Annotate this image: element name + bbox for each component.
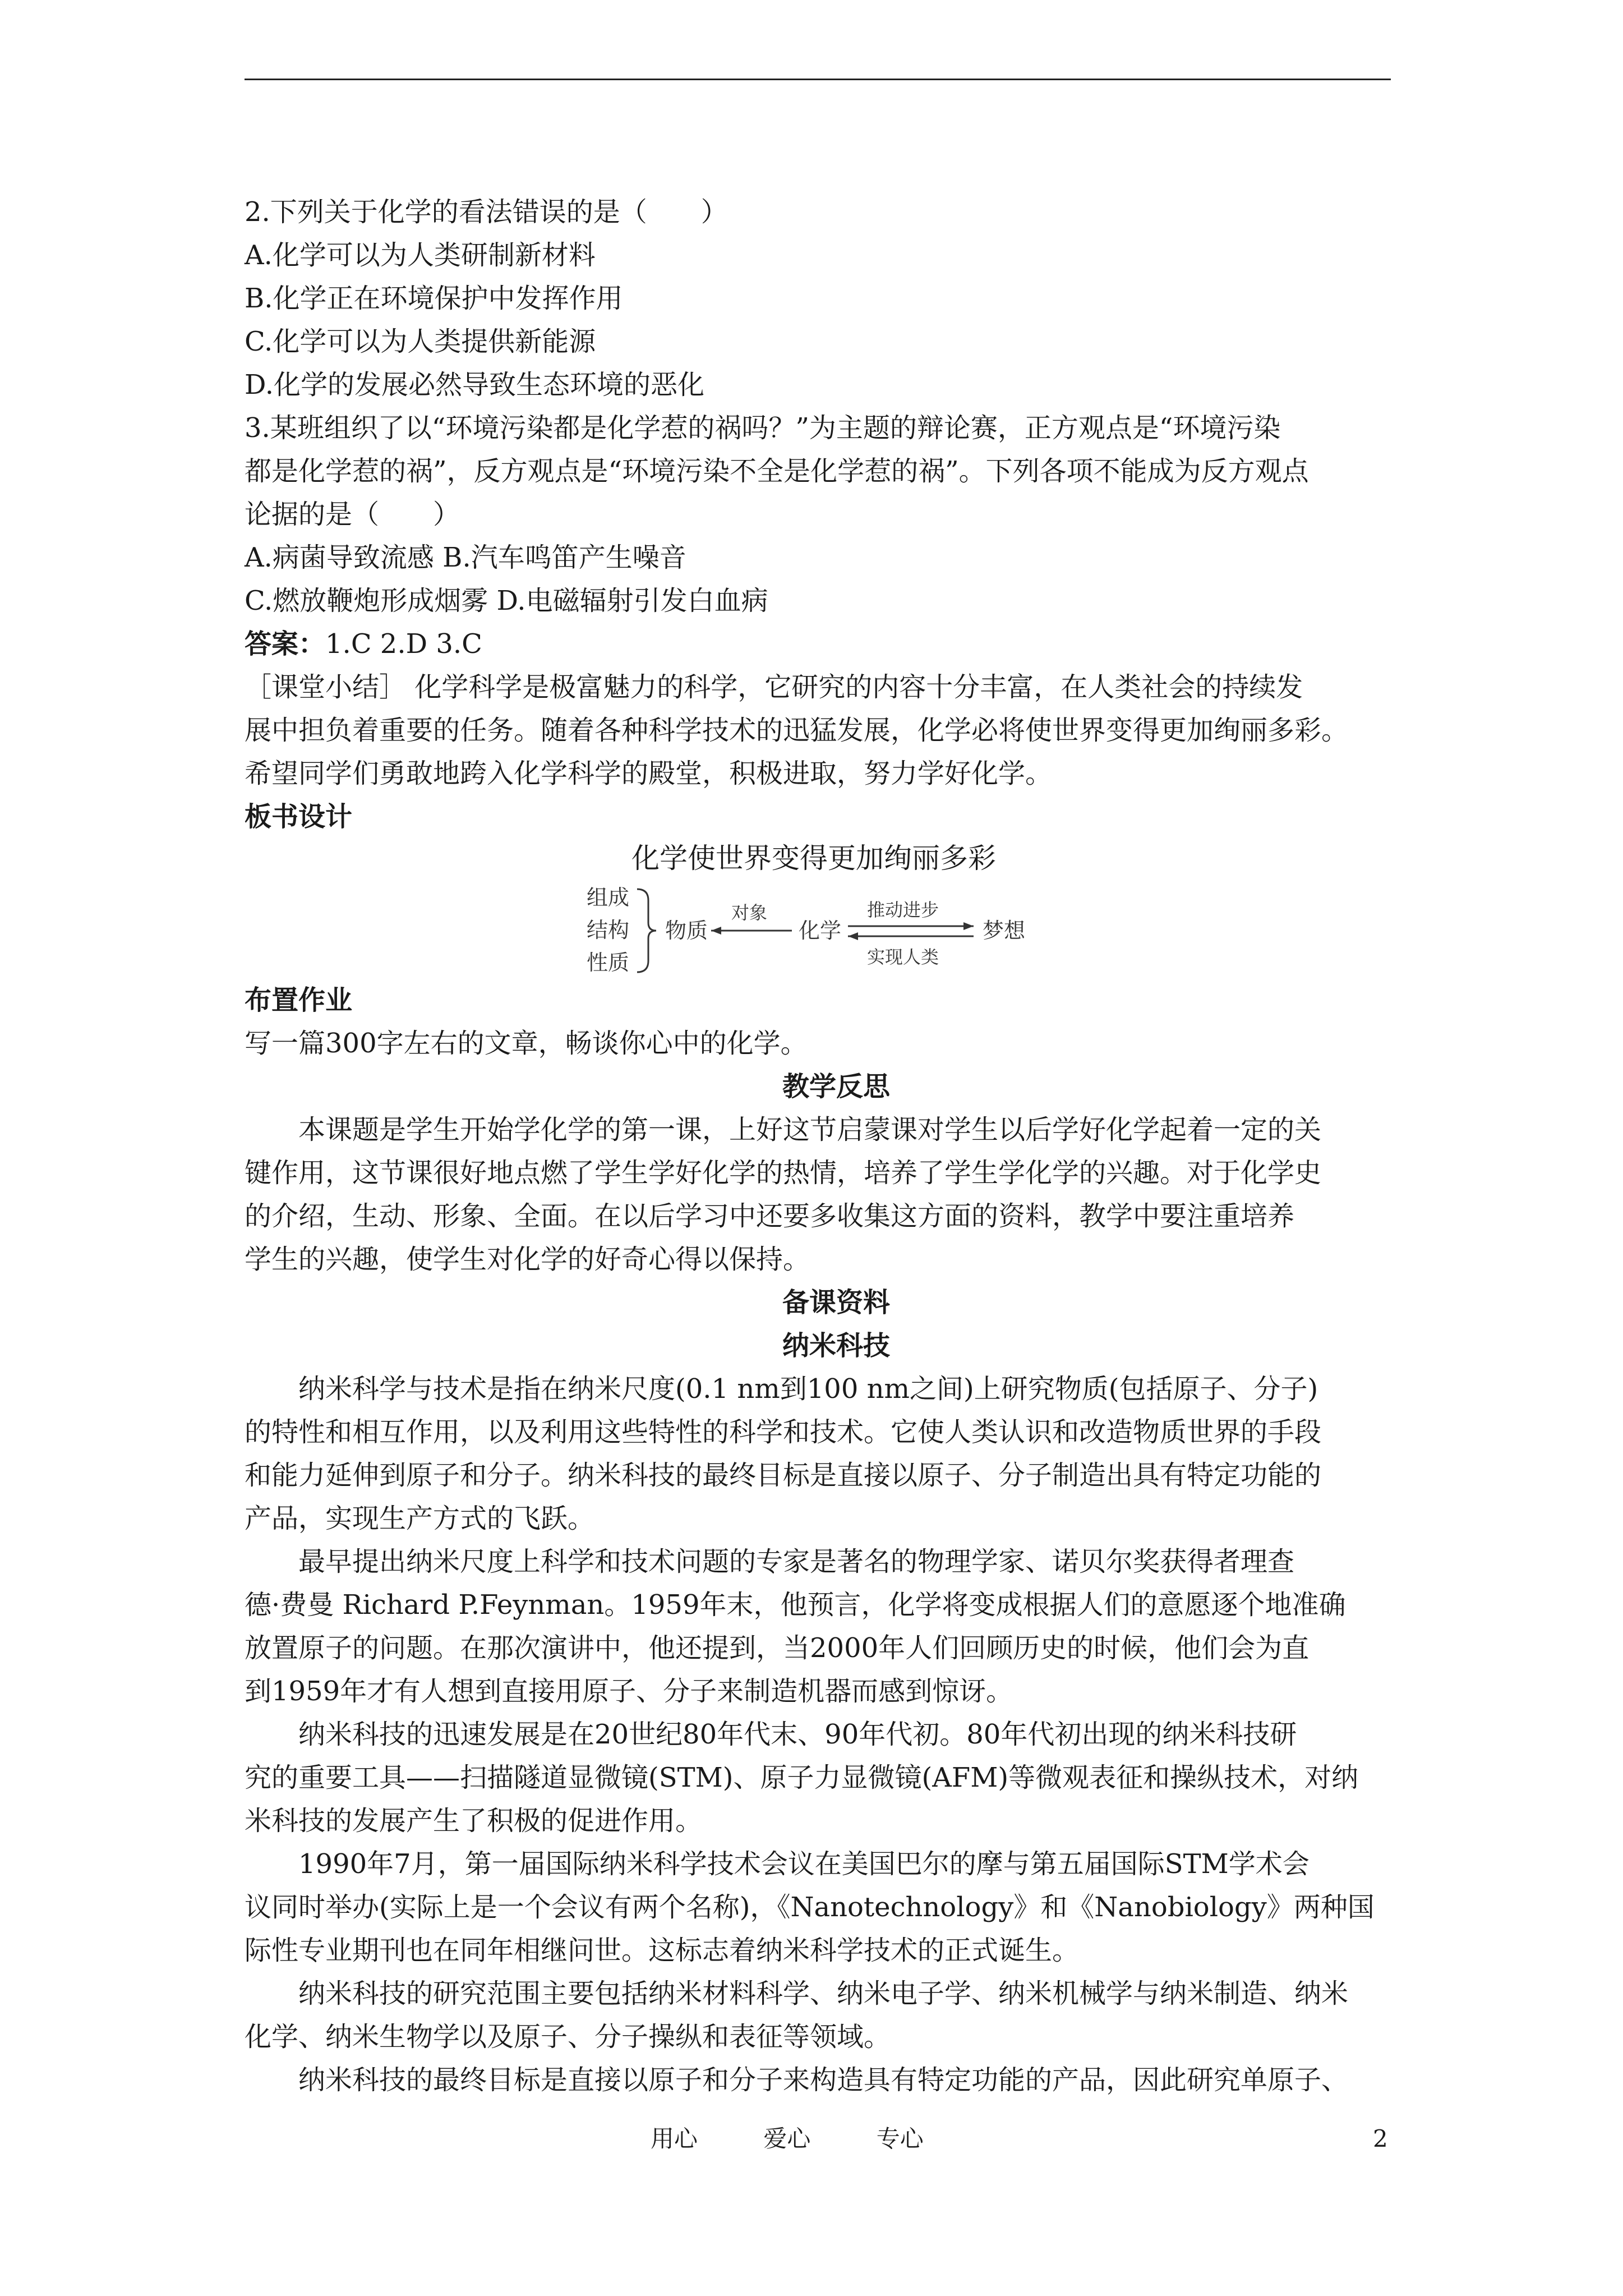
diagram-promote-label: 推动进步	[867, 899, 939, 921]
paragraph-line: 产品，实现生产方式的飞跃。	[245, 1503, 595, 1534]
diagram-matter: 物质	[665, 918, 708, 943]
paragraph-line: 米科技的发展产生了积极的促进作用。	[245, 1805, 703, 1837]
materials-heading: 备课资料	[782, 1287, 890, 1318]
paragraph-line: 纳米科技的研究范围主要包括纳米材料科学、纳米电子学、纳米机械学与纳米制造、纳米	[298, 1978, 1349, 2009]
answer-label: 答案：	[245, 628, 326, 660]
answer-line	[245, 623, 1428, 666]
paragraph-line: 纳米科技的最终目标是直接以原子和分子来构造具有特定功能的产品，因此研究单原子、	[298, 2064, 1349, 2096]
board-design-heading: 板书设计	[245, 801, 353, 832]
paragraph-line: 际性专业期刊也在同年相继问世。这标志着纳米科学技术的正式诞生。	[245, 1935, 1080, 1966]
page-content	[245, 191, 1428, 2102]
summary-line: ［课堂小结］ 化学科学是极富魅力的科学，它研究的内容十分丰富，在人类社会的持续发	[245, 671, 1303, 703]
header-rule	[245, 79, 1391, 80]
paragraph-line: 德·费曼 Richard P.Feynman。1959年末，他预言，化学将变成根据人们的意愿逐个地准确	[245, 1589, 1346, 1621]
arrowhead-back-icon	[848, 932, 858, 940]
diagram-object-label: 对象	[731, 902, 768, 923]
footer-item: 爱心	[763, 2125, 811, 2152]
homework-text: 写一篇300字左右的文章，畅谈你心中的化学。	[245, 1028, 808, 1059]
paragraph-line: 化学、纳米生物学以及原子、分子操纵和表征等领域。	[245, 2021, 891, 2053]
reflection-heading: 教学反思	[782, 1071, 890, 1102]
diagram-left-item: 性质	[587, 950, 630, 975]
paragraph-line: 和能力延伸到原子和分子。纳米科技的最终目标是直接以原子、分子制造出具有特定功能的	[245, 1460, 1322, 1491]
footer-item: 专心	[876, 2125, 924, 2152]
diagram-chemistry: 化学	[799, 918, 842, 943]
page-footer	[651, 2120, 982, 2154]
diagram-left-item: 组成	[587, 885, 630, 910]
paragraph-line: 放置原子的问题。在那次演讲中，他还提到，当2000年人们回顾历史的时候，他们会为直	[245, 1632, 1310, 1664]
question-2-option-c: C.化学可以为人类提供新能源	[245, 326, 596, 357]
question-3-options-ab: A.病菌导致流感 B.汽车鸣笛产生噪音	[245, 542, 686, 573]
paragraph-line: 的特性和相互作用，以及利用这些特性的科学和技术。它使人类认识和改造物质世界的手段	[245, 1416, 1322, 1448]
page-number: 2	[1373, 2125, 1388, 2152]
materials-subheading: 纳米科技	[782, 1330, 890, 1361]
diagram-realize-label: 实现人类	[867, 946, 939, 968]
footer-item: 用心	[651, 2125, 698, 2152]
question-3-line: 3.某班组织了以“环境污染都是化学惹的祸吗？”为主题的辩论赛，正方观点是“环境污染	[245, 412, 1281, 444]
paragraph-line: 最早提出纳米尺度上科学和技术问题的专家是著名的物理学家、诺贝尔奖获得者理查	[298, 1546, 1295, 1577]
reflection-line: 的介绍，生动、形象、全面。在以后学习中还要多收集这方面的资料，教学中要注重培养	[245, 1200, 1295, 1232]
question-3-options-cd: C.燃放鞭炮形成烟雾 D.电磁辐射引发白血病	[245, 585, 768, 616]
diagram-figure	[587, 884, 1046, 979]
paragraph-line: 纳米科技的迅速发展是在20世纪80年代末、90年代初。80年代初出现的纳米科技研	[298, 1719, 1297, 1750]
summary-line: 展中担负着重要的任务。随着各种科学技术的迅猛发展，化学必将使世界变得更加绚丽多彩。	[245, 715, 1349, 746]
diagram-left-item: 结构	[587, 918, 630, 942]
question-3-line: 论据的是（ ）	[245, 499, 460, 530]
arrowhead-right-icon	[963, 922, 974, 930]
paragraph-line: 议同时举办(实际上是一个会议有两个名称)，《Nanotechnology》和《Nanobiology》两种国	[245, 1892, 1375, 1923]
question-2-option-b: B.化学正在环境保护中发挥作用	[245, 283, 623, 314]
homework-heading: 布置作业	[245, 984, 353, 1016]
summary-line: 希望同学们勇敢地跨入化学科学的殿堂，积极进取，努力学好化学。	[245, 758, 1053, 789]
question-2-option-d: D.化学的发展必然导致生态环境的恶化	[245, 369, 705, 401]
board-design-diagram	[245, 839, 1428, 979]
reflection-line: 本课题是学生开始学化学的第一课，上好这节启蒙课对学生以后学好化学起着一定的关	[298, 1114, 1322, 1145]
answer-text: 1.C 2.D 3.C	[325, 628, 482, 660]
question-3-line: 都是化学惹的祸”，反方观点是“环境污染不全是化学惹的祸”。下列各项不能成为反方观点	[245, 455, 1309, 487]
reflection-line: 学生的兴趣，使学生对化学的好奇心得以保持。	[245, 1244, 810, 1275]
diagram-dream: 梦想	[983, 918, 1026, 943]
paragraph-line: 到1959年才有人想到直接用原子、分子来制造机器而感到惊讶。	[245, 1676, 1013, 1707]
paragraph-line: 1990年7月，第一届国际纳米科学技术会议在美国巴尔的摩与第五届国际STM学术会	[298, 1848, 1310, 1880]
reflection-line: 键作用，这节课很好地点燃了学生学好化学的热情，培养了学生学化学的兴趣。对于化学史	[245, 1157, 1322, 1189]
diagram-title: 化学使世界变得更加绚丽多彩	[631, 842, 996, 875]
question-2-option-a: A.化学可以为人类研制新材料	[245, 240, 596, 271]
question-2-stem: 2.下列关于化学的看法错误的是（ ）	[245, 196, 728, 228]
brace-icon	[637, 889, 656, 972]
paragraph-line: 究的重要工具——扫描隧道显微镜(STM)、原子力显微镜(AFM)等微观表征和操纵技术，对纳	[245, 1762, 1359, 1793]
arrowhead-left-icon	[711, 927, 721, 935]
paragraph-line: 纳米科学与技术是指在纳米尺度(0.1 nm到100 nm之间)上研究物质(包括原子、分子)	[298, 1373, 1318, 1405]
